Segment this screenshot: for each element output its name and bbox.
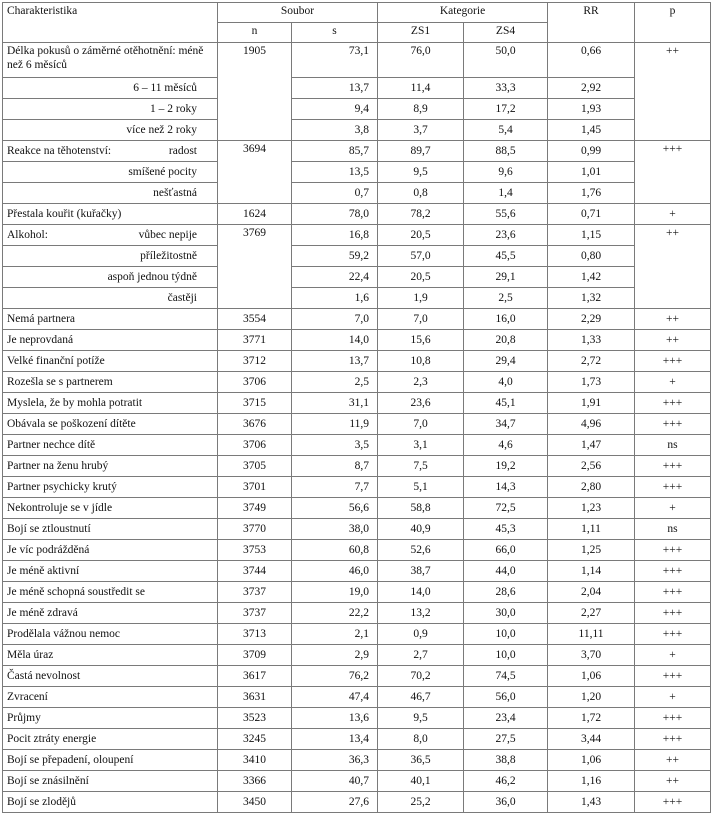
cell-zs1: 8,9 [378,99,464,120]
row-label: Partner nechce dítě [3,435,218,456]
cell-zs1: 36,5 [378,750,464,771]
cell-p: +++ [635,351,711,372]
group-label: Alkohol: [7,229,48,241]
table-row [3,204,711,225]
cell-s: 13,7 [292,78,378,99]
cell-zs1: 7,0 [378,309,464,330]
cell-s: 38,0 [292,519,378,540]
cell-zs4: 4,6 [464,435,548,456]
cell-s: 19,0 [292,582,378,603]
row-label: Bojí se znásilnění [3,771,218,792]
cell-rr: 1,14 [548,561,635,582]
cell-rr: 2,72 [548,351,635,372]
cell-n: 3245 [218,729,292,750]
cell-zs4: 5,4 [464,120,548,141]
cell-rr: 1,33 [548,330,635,351]
cell-zs4: 10,0 [464,645,548,666]
cell-s: 47,4 [292,687,378,708]
table-row [3,414,711,435]
cell-rr: 11,11 [548,624,635,645]
cell-zs1: 8,0 [378,729,464,750]
table-body [3,43,711,309]
cell-zs1: 7,0 [378,414,464,435]
cell-rr: 1,76 [548,183,635,204]
cell-n: 3523 [218,708,292,729]
cell-s: 8,7 [292,456,378,477]
cell-zs1: 10,8 [378,351,464,372]
table-row [3,393,711,414]
cell-s: 2,9 [292,645,378,666]
cell-p: +++ [635,477,711,498]
header-rr: RR [548,3,635,43]
cell-rr: 1,06 [548,750,635,771]
cell-p: ns [635,435,711,456]
cell-s: 13,5 [292,162,378,183]
cell-zs1: 13,2 [378,603,464,624]
row-label: Přestala kouřit (kuřačky) [3,204,218,225]
cell-p: +++ [635,393,711,414]
row-label: Bojí se přepadení, oloupení [3,750,218,771]
cell-rr: 1,91 [548,393,635,414]
cell-s: 16,8 [292,225,378,246]
cell-s: 56,6 [292,498,378,519]
cell-rr: 1,25 [548,540,635,561]
row-label: Zvracení [3,687,218,708]
table-row [3,330,711,351]
cell-zs1: 0,9 [378,624,464,645]
table-row [3,372,711,393]
cell-zs1: 2,3 [378,372,464,393]
cell-s: 60,8 [292,540,378,561]
header-p: p [635,3,711,43]
table-row [3,540,711,561]
cell-rr: 0,66 [548,43,635,78]
cell-rr: 0,80 [548,246,635,267]
row-label: Prodělala vážnou nemoc [3,624,218,645]
cell-zs1: 5,1 [378,477,464,498]
row-label: Partner na ženu hrubý [3,456,218,477]
cell-s: 3,8 [292,120,378,141]
cell-n: 3715 [218,393,292,414]
cell-zs4: 30,0 [464,603,548,624]
row-label: Nemá partnera [3,309,218,330]
cell-zs1: 3,1 [378,435,464,456]
cell-n: 3709 [218,645,292,666]
header-zs4: ZS4 [464,23,548,43]
table-row [3,183,711,204]
cell-n: 3744 [218,561,292,582]
cell-s: 13,6 [292,708,378,729]
table-header [3,3,711,43]
row-label: Měla úraz [3,645,218,666]
table-row [3,750,711,771]
cell-zs4: 36,0 [464,792,548,813]
cell-zs4: 38,8 [464,750,548,771]
table-row [3,708,711,729]
cell-zs1: 25,2 [378,792,464,813]
cell-rr: 1,06 [548,666,635,687]
row-label: Je neprovdaná [3,330,218,351]
cell-rr: 1,47 [548,435,635,456]
cell-n: 1905 [218,43,292,141]
cell-n: 3410 [218,750,292,771]
cell-rr: 2,04 [548,582,635,603]
cell-p: +++ [635,666,711,687]
table-row [3,456,711,477]
cell-s: 27,6 [292,792,378,813]
row-label: 6 – 11 měsíců [3,78,218,99]
row-label: Průjmy [3,708,218,729]
cell-zs4: 72,5 [464,498,548,519]
cell-s: 7,0 [292,309,378,330]
cell-zs4: 29,4 [464,351,548,372]
table-row [3,246,711,267]
cell-n: 3631 [218,687,292,708]
table-row [3,267,711,288]
cell-n: 3706 [218,372,292,393]
cell-s: 59,2 [292,246,378,267]
cell-n: 3617 [218,666,292,687]
cell-rr: 1,11 [548,519,635,540]
cell-zs4: 56,0 [464,687,548,708]
cell-p: + [635,498,711,519]
row-label: Velké finanční potíže [3,351,218,372]
cell-zs1: 1,9 [378,288,464,309]
cell-n: 3366 [218,771,292,792]
row-label: Rozešla se s partnerem [3,372,218,393]
cell-rr: 2,29 [548,309,635,330]
cell-p: + [635,204,711,225]
table-row [3,603,711,624]
data-table [2,2,711,813]
cell-n: 3737 [218,603,292,624]
cell-zs1: 7,5 [378,456,464,477]
cell-zs4: 10,0 [464,624,548,645]
cell-rr: 1,16 [548,771,635,792]
cell-zs4: 1,4 [464,183,548,204]
cell-s: 78,0 [292,204,378,225]
cell-zs4: 16,0 [464,309,548,330]
cell-p: ns [635,519,711,540]
row-label: Myslela, že by mohla potratit [3,393,218,414]
table-row [3,729,711,750]
cell-rr: 1,45 [548,120,635,141]
row-label: Pocit ztráty energie [3,729,218,750]
cell-zs4: 45,3 [464,519,548,540]
cell-zs4: 50,0 [464,43,548,78]
cell-rr: 2,80 [548,477,635,498]
cell-zs1: 52,6 [378,540,464,561]
cell-s: 3,5 [292,435,378,456]
table-row [3,561,711,582]
cell-n: 3706 [218,435,292,456]
table-row [3,162,711,183]
cell-rr: 1,42 [548,267,635,288]
cell-s: 36,3 [292,750,378,771]
cell-rr: 1,32 [548,288,635,309]
cell-zs4: 27,5 [464,729,548,750]
cell-rr: 1,43 [548,792,635,813]
cell-zs4: 17,2 [464,99,548,120]
cell-p: +++ [635,414,711,435]
cell-p: ++ [635,750,711,771]
table-row [3,99,711,120]
cell-zs4: 66,0 [464,540,548,561]
cell-n: 3450 [218,792,292,813]
cell-n: 3676 [218,414,292,435]
cell-rr: 1,73 [548,372,635,393]
table-row [3,582,711,603]
cell-p: +++ [635,141,711,204]
cell-zs4: 29,1 [464,267,548,288]
cell-s: 22,4 [292,267,378,288]
cell-n: 3694 [218,141,292,204]
cell-s: 13,4 [292,729,378,750]
cell-s: 73,1 [292,43,378,78]
cell-s: 31,1 [292,393,378,414]
table-row [3,288,711,309]
cell-n: 3554 [218,309,292,330]
cell-p: +++ [635,729,711,750]
cell-p: ++ [635,43,711,141]
table-row [3,498,711,519]
cell-s: 40,7 [292,771,378,792]
table-row [3,666,711,687]
cell-zs1: 76,0 [378,43,464,78]
header-soubor: Soubor [218,3,378,23]
cell-zs1: 78,2 [378,204,464,225]
cell-zs1: 14,0 [378,582,464,603]
cell-s: 14,0 [292,330,378,351]
cell-p: ++ [635,309,711,330]
row-label: více než 2 roky [3,120,218,141]
row-label: aspoň jednou týdně [3,267,218,288]
cell-zs4: 23,6 [464,225,548,246]
cell-zs4: 2,5 [464,288,548,309]
cell-zs1: 40,9 [378,519,464,540]
row-label: Partner psychicky krutý [3,477,218,498]
cell-n: 3701 [218,477,292,498]
row-label: nešťastná [3,183,218,204]
cell-zs4: 45,5 [464,246,548,267]
cell-zs4: 74,5 [464,666,548,687]
cell-n: 1624 [218,204,292,225]
cell-zs1: 57,0 [378,246,464,267]
cell-p: +++ [635,624,711,645]
cell-rr: 2,27 [548,603,635,624]
cell-s: 2,5 [292,372,378,393]
cell-rr: 1,72 [548,708,635,729]
table-row [3,120,711,141]
row-label: smíšené pocity [3,162,218,183]
cell-n: 3737 [218,582,292,603]
cell-p: ++ [635,771,711,792]
cell-zs4: 23,4 [464,708,548,729]
cell-zs4: 45,1 [464,393,548,414]
sub-label: radost [168,145,197,157]
cell-p: +++ [635,561,711,582]
cell-zs4: 33,3 [464,78,548,99]
cell-zs4: 28,6 [464,582,548,603]
cell-s: 1,6 [292,288,378,309]
cell-n: 3769 [218,225,292,309]
cell-s: 76,2 [292,666,378,687]
table-row [3,78,711,99]
row-label: Je méně aktivní [3,561,218,582]
cell-zs1: 20,5 [378,267,464,288]
cell-zs4: 20,8 [464,330,548,351]
table-row [3,309,711,330]
row-label: Je méně zdravá [3,603,218,624]
row-label: Délka pokusů o záměrné otěhotnění: méně než 6 měsíců [3,43,218,78]
table-row [3,43,711,78]
cell-p: +++ [635,540,711,561]
row-label: Bojí se ztloustnutí [3,519,218,540]
table-row [3,687,711,708]
cell-s: 85,7 [292,141,378,162]
cell-zs1: 70,2 [378,666,464,687]
header-characteristic: Charakteristika [3,3,218,43]
cell-n: 3705 [218,456,292,477]
table-row [3,624,711,645]
cell-p: +++ [635,708,711,729]
cell-rr: 3,70 [548,645,635,666]
table-row [3,771,711,792]
table-row [3,141,711,162]
cell-zs1: 89,7 [378,141,464,162]
cell-zs1: 46,7 [378,687,464,708]
row-label: Obávala se poškození dítěte [3,414,218,435]
cell-rr: 2,92 [548,78,635,99]
cell-s: 13,7 [292,351,378,372]
cell-s: 7,7 [292,477,378,498]
cell-p: ++ [635,225,711,309]
table-row [3,225,711,246]
cell-zs1: 2,7 [378,645,464,666]
cell-s: 0,7 [292,183,378,204]
group-label: Reakce na těhotenství: [7,145,112,157]
cell-zs4: 4,0 [464,372,548,393]
row-label: příležitostně [3,246,218,267]
row-label: častěji [3,288,218,309]
cell-rr: 0,71 [548,204,635,225]
cell-n: 3713 [218,624,292,645]
cell-rr: 1,93 [548,99,635,120]
cell-rr: 1,01 [548,162,635,183]
cell-rr: 1,15 [548,225,635,246]
cell-rr: 1,20 [548,687,635,708]
cell-zs4: 55,6 [464,204,548,225]
cell-rr: 4,96 [548,414,635,435]
cell-s: 22,2 [292,603,378,624]
cell-zs1: 23,6 [378,393,464,414]
cell-p: + [635,645,711,666]
table-row [3,477,711,498]
cell-zs1: 40,1 [378,771,464,792]
cell-n: 3712 [218,351,292,372]
cell-s: 9,4 [292,99,378,120]
row-label [3,141,218,162]
cell-p: ++ [635,330,711,351]
table-row [3,351,711,372]
cell-rr: 1,23 [548,498,635,519]
table-row [3,435,711,456]
cell-n: 3770 [218,519,292,540]
cell-zs1: 15,6 [378,330,464,351]
cell-zs4: 19,2 [464,456,548,477]
cell-rr: 3,44 [548,729,635,750]
cell-n: 3749 [218,498,292,519]
row-label: Častá nevolnost [3,666,218,687]
row-label: Je méně schopná soustředit se [3,582,218,603]
cell-p: +++ [635,603,711,624]
cell-zs4: 88,5 [464,141,548,162]
cell-s: 11,9 [292,414,378,435]
cell-rr: 0,99 [548,141,635,162]
table-body-simple [3,309,711,813]
cell-zs1: 58,8 [378,498,464,519]
cell-rr: 2,56 [548,456,635,477]
cell-s: 46,0 [292,561,378,582]
cell-zs1: 3,7 [378,120,464,141]
cell-zs1: 0,8 [378,183,464,204]
cell-zs1: 11,4 [378,78,464,99]
cell-zs1: 9,5 [378,162,464,183]
row-label: Nekontroluje se v jídle [3,498,218,519]
header-zs1: ZS1 [378,23,464,43]
table-row [3,645,711,666]
header-kategorie: Kategorie [378,3,548,23]
sub-label: vůbec nepije [138,229,197,241]
row-label: Bojí se zlodějů [3,792,218,813]
header-n: n [218,23,292,43]
cell-p: +++ [635,792,711,813]
cell-zs1: 9,5 [378,708,464,729]
table-row [3,792,711,813]
table-row [3,519,711,540]
header-s: s [292,23,378,43]
cell-p: +++ [635,582,711,603]
cell-zs4: 9,6 [464,162,548,183]
cell-zs4: 44,0 [464,561,548,582]
cell-p: +++ [635,456,711,477]
row-label [3,225,218,246]
cell-zs1: 38,7 [378,561,464,582]
cell-p: + [635,372,711,393]
cell-n: 3753 [218,540,292,561]
row-label: Je víc podrážděná [3,540,218,561]
cell-p: + [635,687,711,708]
cell-zs1: 20,5 [378,225,464,246]
cell-zs4: 14,3 [464,477,548,498]
cell-s: 2,1 [292,624,378,645]
row-label: 1 – 2 roky [3,99,218,120]
cell-zs4: 46,2 [464,771,548,792]
cell-zs4: 34,7 [464,414,548,435]
cell-n: 3771 [218,330,292,351]
